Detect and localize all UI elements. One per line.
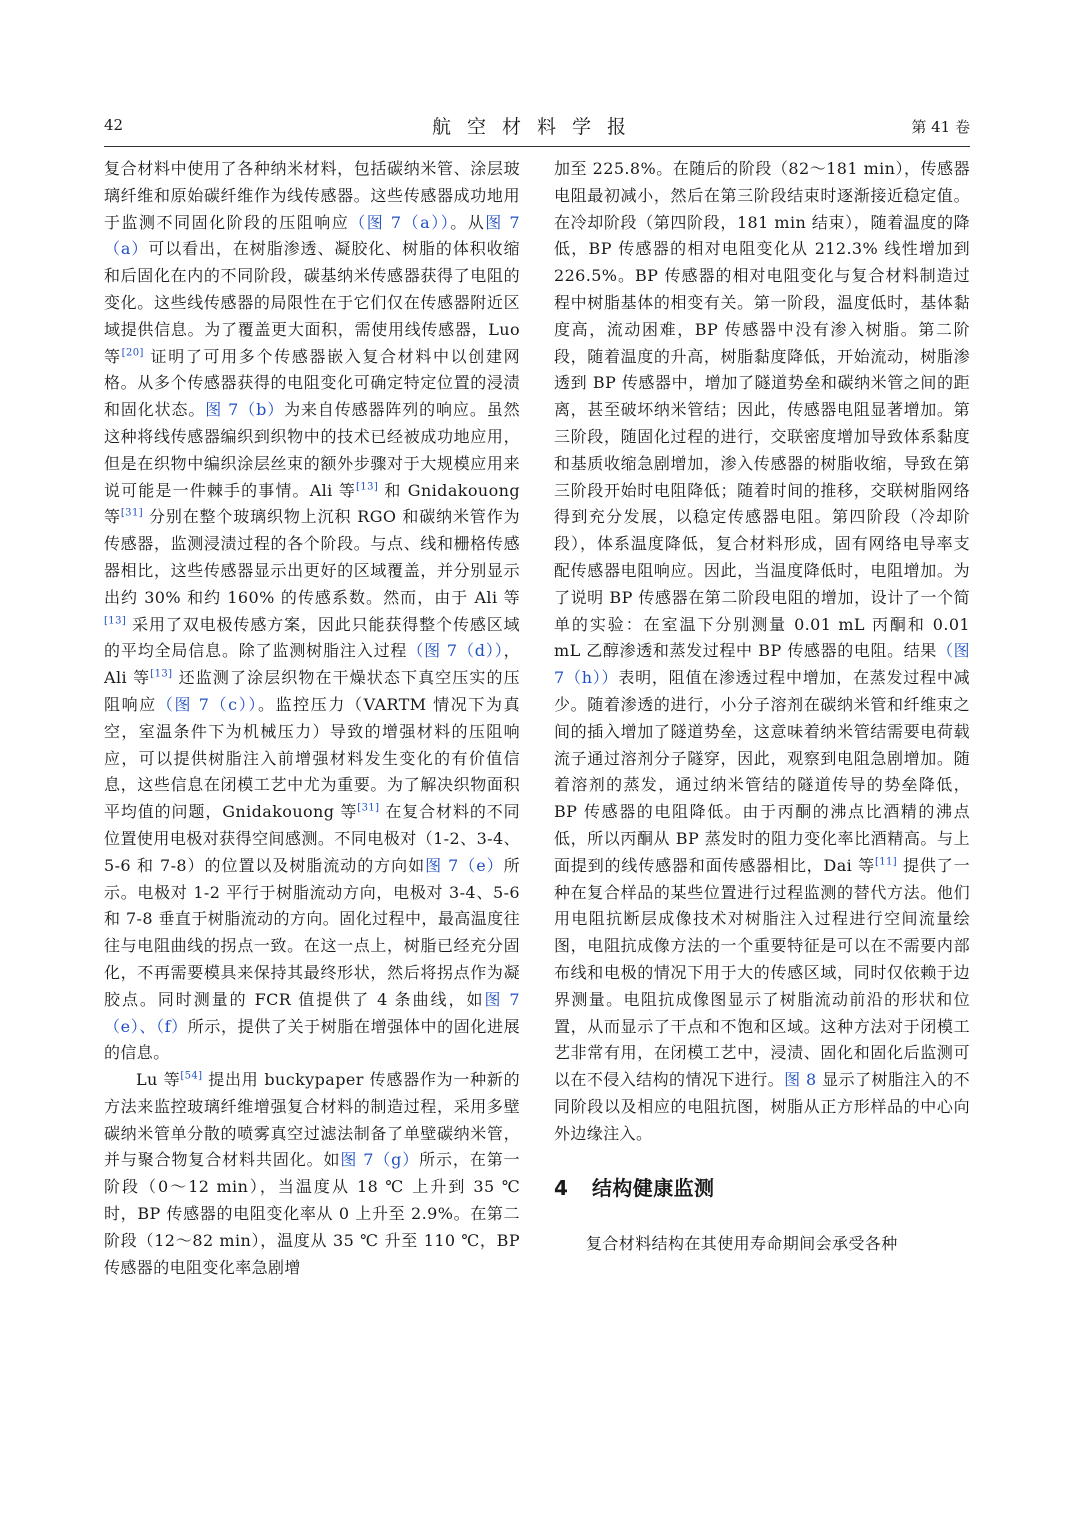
text: 所示。电极对 1-2 平行于树脂流动方向，电极对 3-4、5-6 和 7-8 垂直于树脂流动的方向。固化过程中，最高温度往往与电阻曲线的拐点一致。在这一点上，树脂已经充分固化，不再需要模具来保持其最终形状，然后将拐点作为凝胶点。同时测量的 FCR 值提供了 4 条曲线，如 bbox=[104, 855, 521, 1009]
text: 加至 225.8%。在随后的阶段（82～181 min），传感器电阻最初减小，然后在第三阶段结束时逐渐接近稳定值。在冷却阶段（第四阶段，181 min 结束），随着温度的降低，BP 传感器的相对电阻变化从 212.3% 线性增加到 226.5%。BP 传感器的相对电阻变化与复合材料制造过程中树脂基体的相变有关。第一阶段，温度低时，基体黏度高，流动困难，BP 传感器中没有渗入树脂。第二阶段，随着温度的升高，树脂黏度降低，开始流动，树脂渗透到 BP 传感器中，增加了隧道势垒和碳纳米管之间的距离，甚至破坏纳米管结；因此，传感器电阻显著增加。第三阶段，随固化过程的进行，交联密度增加导致体系黏度和基质收缩急剧增加，渗入传感器的树脂收缩，导致在第三阶段开始时电阻降低；随着时间的推移，交联树脂网络得到充分发展，以稳定传感器电阻。第四阶段（冷却阶段），体系温度降低，复合材料形成，固有网络电导率支配传感器电阻响应。因此，当温度降低时，电阻增加。为了说明 BP 传感器在第二阶段电阻的增加，设计了一个简单的实验：在室温下分别测量 0.01 mL 丙酮和 0.01 mL 乙醇渗透和蒸发过程中 BP 传感器的电阻。结果 bbox=[554, 159, 970, 661]
journal-title: 航空材料学报 bbox=[431, 116, 642, 138]
paragraph bbox=[104, 156, 520, 1067]
section-heading bbox=[554, 1173, 970, 1203]
figure-link[interactable]: 图 8 bbox=[784, 1070, 817, 1090]
text: 采用了双电极传感方案，因此只能获得整个传感区域的平均全局信息。除了监测树脂注入过程 bbox=[104, 614, 520, 661]
text: 。监控压力（VARTM 情况下为真空，室温条件下为机械压力）导致的增强材料的压阻响应，可以提供树脂注入前增强材料发生变化的有价值信息，这些信息在闭模工艺中尤为重要。为了解决织物面积平均值的问题，Gnidakouong 等 bbox=[104, 694, 520, 822]
text: 表明，阻值在渗透过程中增加，在蒸发过程中减少。随着渗透的进行，小分子溶剂在碳纳米管和纤维束之间的插入增加了隧道势垒，这意味着纳米管结需要电荷载流子通过溶剂分子隧穿，因此，观察到电阻急剧增加。随着溶剂的蒸发，通过纳米管结的隧道传导的势垒降低，BP 传感器的电阻降低。由于丙酮的沸点比酒精的沸点低，所以丙酮从 BP 蒸发时的阻力变化率比酒精高。与上面提到的线传感器和面传感器相比，Dai 等 bbox=[554, 668, 970, 875]
text: 可以看出，在树脂渗透、凝胶化、树脂的体积收缩和后固化在内的不同阶段，碳基纳米传感器获得了电阻的变化。这些线传感器的局限性在于它们仅在传感器附近区域提供信息。为了覆盖更大面积，需使用线传感器，Luo 等 bbox=[104, 239, 520, 366]
citation-link[interactable]: [11] bbox=[874, 856, 898, 868]
text: 所示，提供了关于树脂在增强体中的固化进展的信息。 bbox=[104, 1016, 520, 1063]
text: 所示，在第一阶段（0～12 min），当温度从 18 ℃ 上升到 35 ℃ 时，BP 传感器的电阻变化率从 0 上升至 2.9%。在第二阶段（12～82 min），温度从 35 ℃ 升至 110 ℃，BP 传感器的电阻变化率急剧增 bbox=[104, 1150, 520, 1277]
citation-link[interactable]: [54] bbox=[180, 1070, 203, 1082]
page-number: 42 bbox=[104, 116, 124, 134]
paragraph: 复合材料结构在其使用寿命期间会承受各种 bbox=[586, 1234, 898, 1254]
text: 为来自传感器阵列的响应。虽然这种将线传感器编织到织物中的技术已经被成功地应用，但是在织物中编织涂层丝束的额外步骤对于大规模应用来说可能是一件棘手的事情。Ali 等 bbox=[104, 400, 520, 500]
text: Lu 等 bbox=[136, 1070, 181, 1090]
figure-link[interactable]: （图 7（d）） bbox=[407, 641, 504, 661]
figure-link[interactable]: 图 7（e）、（f） bbox=[104, 989, 520, 1036]
figure-link[interactable]: （图 7（c）） bbox=[156, 694, 258, 714]
citation-link[interactable]: [13] bbox=[150, 668, 173, 680]
citation-link[interactable]: [13] bbox=[104, 615, 127, 627]
right-column bbox=[554, 156, 970, 1258]
citation-link[interactable]: [20] bbox=[121, 347, 144, 359]
text: 和 Gnidakouong 等 bbox=[104, 480, 520, 527]
text: 显示了树脂注入的不同阶段以及相应的电阻抗图，树脂从正方形样品的中心向外边缘注入。 bbox=[554, 1070, 971, 1143]
figure-link[interactable]: （图 7（a）） bbox=[349, 212, 451, 232]
citation-link[interactable]: [13] bbox=[356, 481, 379, 493]
text: 证明了可用多个传感器嵌入复合材料中以创建网格。从多个传感器获得的电阻变化可确定特定位置的浸渍和固化状态。 bbox=[104, 346, 520, 420]
text: 提出用 buckypaper 传感器作为一种新的方法来监控玻璃纤维增强复合材料的制造过程，采用多壁碳纳米管单分散的喷雾真空过滤法制备了单壁碳纳米管，并与聚合物复合材料共固化。如 bbox=[104, 1070, 520, 1170]
citation-link[interactable]: [31] bbox=[357, 802, 380, 814]
paragraph bbox=[104, 1067, 520, 1281]
section-title: 结构健康监测 bbox=[592, 1176, 715, 1201]
figure-link[interactable]: 图 7（b） bbox=[205, 400, 285, 420]
figure-link[interactable]: 图 7（e） bbox=[425, 855, 504, 875]
left-column bbox=[104, 156, 520, 1281]
section-number: 4 bbox=[554, 1176, 569, 1201]
text: 复合材料中使用了各种纳米材料，包括碳纳米管、涂层玻璃纤维和原始碳纤维作为线传感器。这些传感器成功地用于监测不同固化阶段的压阻响应 bbox=[104, 159, 520, 232]
volume-label: 第 41 卷 bbox=[911, 118, 970, 136]
text: 提供了一种在复合样品的某些位置进行过程监测的替代方法。他们用电阻抗断层成像技术对树脂注入过程进行空间流量绘图，电阻抗成像方法的一个重要特征是可以在不需要内部布线和电极的情况下用于大的传感区域，同时仅依赖于边界测量。电阻抗成像图显示了树脂流动前沿的形状和位置，从而显示了干点和不饱和区域。这种方法对于闭模工艺非常有用，在闭模工艺中，浸渍、固化和固化后监测可以在不侵入结构的情况下进行。 bbox=[554, 855, 970, 1090]
citation-link[interactable]: [31] bbox=[120, 508, 144, 520]
text: ，Ali 等 bbox=[104, 641, 520, 688]
text: 。从 bbox=[450, 212, 486, 232]
text: 分别在整个玻璃织物上沉积 RGO 和碳纳米管作为传感器，监测浸渍过程的各个阶段。与点、线和栅格传感器相比，这些传感器显示出更好的区域覆盖，并分别显示出约 30% 和约 160% 的传感系数。然而，由于 Ali 等 bbox=[104, 507, 520, 607]
paragraph bbox=[554, 156, 970, 1147]
figure-link[interactable]: 图 7（a） bbox=[104, 212, 521, 259]
figure-link[interactable]: （图 7（h）） bbox=[554, 641, 970, 688]
text: 在复合材料的不同位置使用电极对获得空间感测。不同电极对（1-2、3-4、5-6 和 7-8）的位置以及树脂流动的方向如 bbox=[104, 802, 521, 875]
figure-link[interactable]: 图 7（g） bbox=[340, 1150, 420, 1170]
text: 还监测了涂层织物在干燥状态下真空压实的压阻响应 bbox=[104, 668, 521, 714]
running-header bbox=[104, 112, 970, 147]
